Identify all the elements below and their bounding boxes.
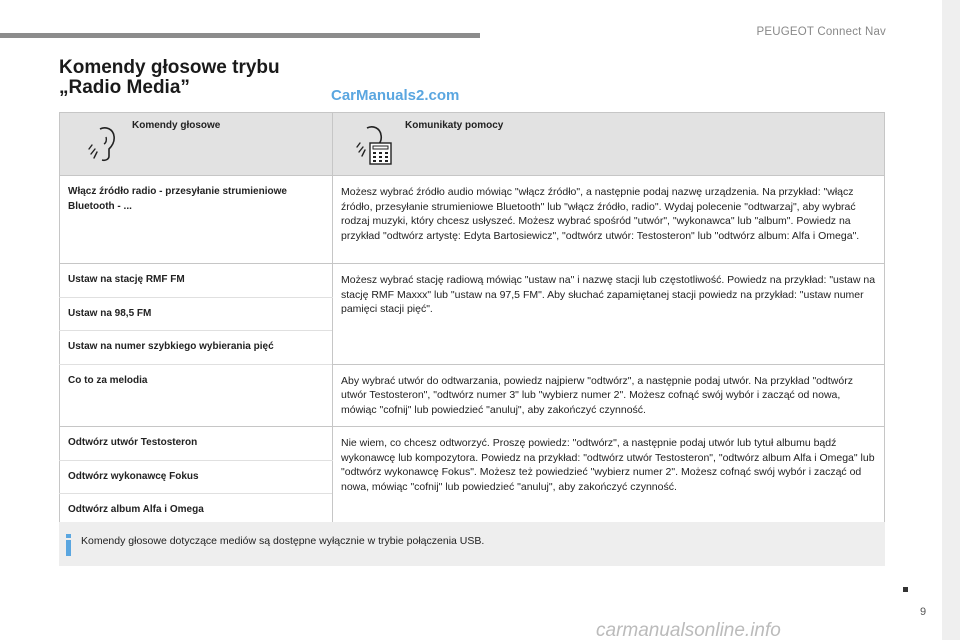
voice-commands-table	[59, 112, 885, 528]
header-cell-help	[333, 113, 885, 176]
command-cell: Co to za melodia	[60, 364, 333, 427]
command-cell: Ustaw na numer szybkiego wybierania pięć	[60, 331, 333, 365]
page-title	[59, 58, 280, 98]
voice-help-icon	[355, 123, 393, 167]
voice-command-icon	[82, 123, 120, 167]
command-cell: Włącz źródło radio - przesyłanie strumieniowe Bluetooth - ...	[60, 176, 333, 264]
table-row	[60, 364, 885, 427]
info-icon	[65, 534, 72, 556]
table-row	[60, 176, 885, 264]
help-cell: Możesz wybrać stację radiową mówiąc "ustaw na" i nazwę stacji lub częstotliwość. Powiedz na przykład: "ustaw na stację RMF Maxxx" lub "ustaw na 97,5 FM". Aby słuchać zapamiętanej stacji powiedz na przykład: "ustaw numer pamięci stacji pięć".	[333, 264, 885, 365]
help-cell: Możesz wybrać źródło audio mówiąc "włącz źródło", a następnie podaj nazwę urządzenia. Na przykład: "włącz źródło, przesyłanie strumieniowe Bluetooth" lub "włącz źródło, radio". Wydaj polecenie "odtwarzaj", aby wybrać rodzaj muzyki, który chcesz usłyszeć. Możesz wybrać spośród "utwór", "wykonawca" lub "album". Powiedz na przykład "odtwórz artystę: Edyta Bartosiewicz", "odtwórz utwór: Testosteron" lub "odtwórz album: Alfa i Omega".	[333, 176, 885, 264]
help-cell: Nie wiem, co chcesz odtworzyć. Proszę powiedz: "odtwórz", a następnie podaj utwór lub tytuł albumu bądź wykonawcę lub kompozytora. Powiedz na przykład: "odtwórz utwór Testosteron", "odtwórz album Alfa i Omega" lub "odtwórz wykonawcę Fokus". Możesz też powiedzieć "wybierz numer 2". Możesz cofnąć swój wybór i zacząć od nowa, mówiąc "cofnij" lub powiedzieć "anuluj", aby zakończyć czynność.	[333, 427, 885, 528]
command-cell: Odtwórz album Alfa i Omega	[60, 494, 333, 528]
table-row	[60, 264, 885, 298]
brand-name: PEUGEOT Connect Nav	[756, 26, 886, 38]
command-cell: Ustaw na 98,5 FM	[60, 297, 333, 331]
header-commands-label: Komendy głosowe	[132, 120, 221, 131]
command-cell: Ustaw na stację RMF FM	[60, 264, 333, 298]
watermark-top: CarManuals2.com	[331, 87, 460, 104]
info-note-text: Komendy głosowe dotyczące mediów są dostępne wyłącznie w trybie połączenia USB.	[81, 535, 485, 547]
command-cell: Odtwórz wykonawcę Fokus	[60, 460, 333, 494]
continuation-marker	[903, 587, 908, 592]
page-title-line-2: „Radio Media”	[59, 77, 190, 98]
table-row	[60, 427, 885, 461]
command-cell: Odtwórz utwór Testosteron	[60, 427, 333, 461]
page-title-line-1: Komendy głosowe trybu	[59, 57, 280, 78]
top-rule	[0, 33, 480, 38]
header-help-label: Komunikaty pomocy	[405, 120, 504, 131]
table-header-row	[60, 113, 885, 176]
help-cell: Aby wybrać utwór do odtwarzania, powiedz najpierw "odtwórz", a następnie podaj utwór. Na przykład "odtwórz utwór Testosteron", "odtwórz numer 3" lub "wybierz numer 2". Możesz cofnąć swój wybór i zacząć od nowa, mówiąc "cofnij" lub powiedzieć "anuluj", aby zakończyć czynność.	[333, 364, 885, 427]
info-note	[59, 522, 885, 566]
page-number: 9	[920, 606, 927, 618]
header-cell-commands	[60, 113, 333, 176]
page-edge-strip	[942, 0, 960, 640]
watermark-bottom: carmanualsonline.info	[596, 620, 781, 641]
